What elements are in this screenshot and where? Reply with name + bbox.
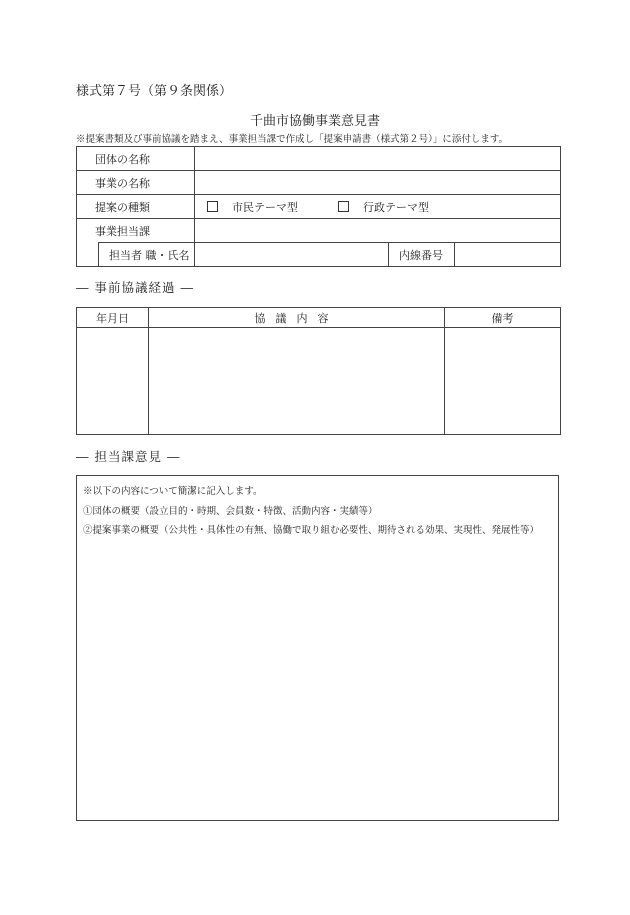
proposal-type-label: 提案の種類 bbox=[77, 195, 195, 219]
person-field[interactable] bbox=[195, 243, 389, 267]
opinion-heading: ― 担当課意見 ― bbox=[76, 449, 181, 464]
remarks-field[interactable] bbox=[445, 328, 561, 435]
content-field[interactable] bbox=[149, 328, 445, 435]
org-name-field[interactable] bbox=[195, 147, 561, 171]
dept-row bbox=[77, 219, 561, 243]
intro-note: ※提案書類及び事前協議を踏まえ、事業担当課で作成し「提案申請書（様式第２号）」に添付します。 bbox=[76, 134, 509, 145]
history-table bbox=[76, 307, 561, 435]
option-admin-theme[interactable] bbox=[338, 199, 429, 215]
proposal-type-field bbox=[195, 195, 561, 219]
dept-label: 事業担当課 bbox=[77, 219, 195, 243]
dept-field[interactable] bbox=[195, 219, 561, 243]
project-name-field[interactable] bbox=[195, 171, 561, 195]
project-name-label: 事業の名称 bbox=[77, 171, 195, 195]
date-field[interactable] bbox=[77, 328, 149, 435]
opinion-item-2: ②提案事業の概要（公共性・具体性の有無、協働で取り組む必要性、期待される効果、実現性、発展性等） bbox=[83, 525, 540, 536]
person-label: 担当者 職・氏名 bbox=[99, 243, 195, 267]
org-name-row bbox=[77, 147, 561, 171]
opinion-box[interactable] bbox=[76, 475, 559, 821]
checkbox-admin[interactable] bbox=[338, 201, 349, 212]
col-remarks-header: 備考 bbox=[445, 308, 561, 328]
info-table bbox=[76, 146, 561, 267]
org-name-label: 団体の名称 bbox=[77, 147, 195, 171]
form-number: 様式第７号（第９条関係） bbox=[76, 84, 233, 99]
opinion-instruction: ※以下の内容について簡潔に記入します。 bbox=[83, 486, 263, 497]
col-content-header: 協議内容 bbox=[149, 308, 445, 328]
project-name-row bbox=[77, 171, 561, 195]
history-entry-row bbox=[77, 328, 561, 435]
opinion-item-1: ①団体の概要（設立目的・時期、会員数・特徴、活動内容・実績等） bbox=[83, 506, 378, 517]
option-admin-label: 行政テーマ型 bbox=[363, 200, 429, 214]
proposal-type-row bbox=[77, 195, 561, 219]
extension-field[interactable] bbox=[455, 243, 561, 267]
col-date-header: 年月日 bbox=[77, 308, 149, 328]
option-citizen-label: 市民テーマ型 bbox=[232, 200, 298, 214]
person-row bbox=[77, 243, 561, 267]
checkbox-citizen[interactable] bbox=[207, 201, 218, 212]
extension-label: 内線番号 bbox=[389, 243, 455, 267]
history-heading: ― 事前協議経過 ― bbox=[76, 280, 194, 295]
indent-cell bbox=[77, 243, 99, 267]
document-title: 千曲市協働事業意見書 bbox=[249, 114, 380, 129]
history-header-row bbox=[77, 308, 561, 328]
option-citizen-theme[interactable] bbox=[207, 199, 298, 215]
